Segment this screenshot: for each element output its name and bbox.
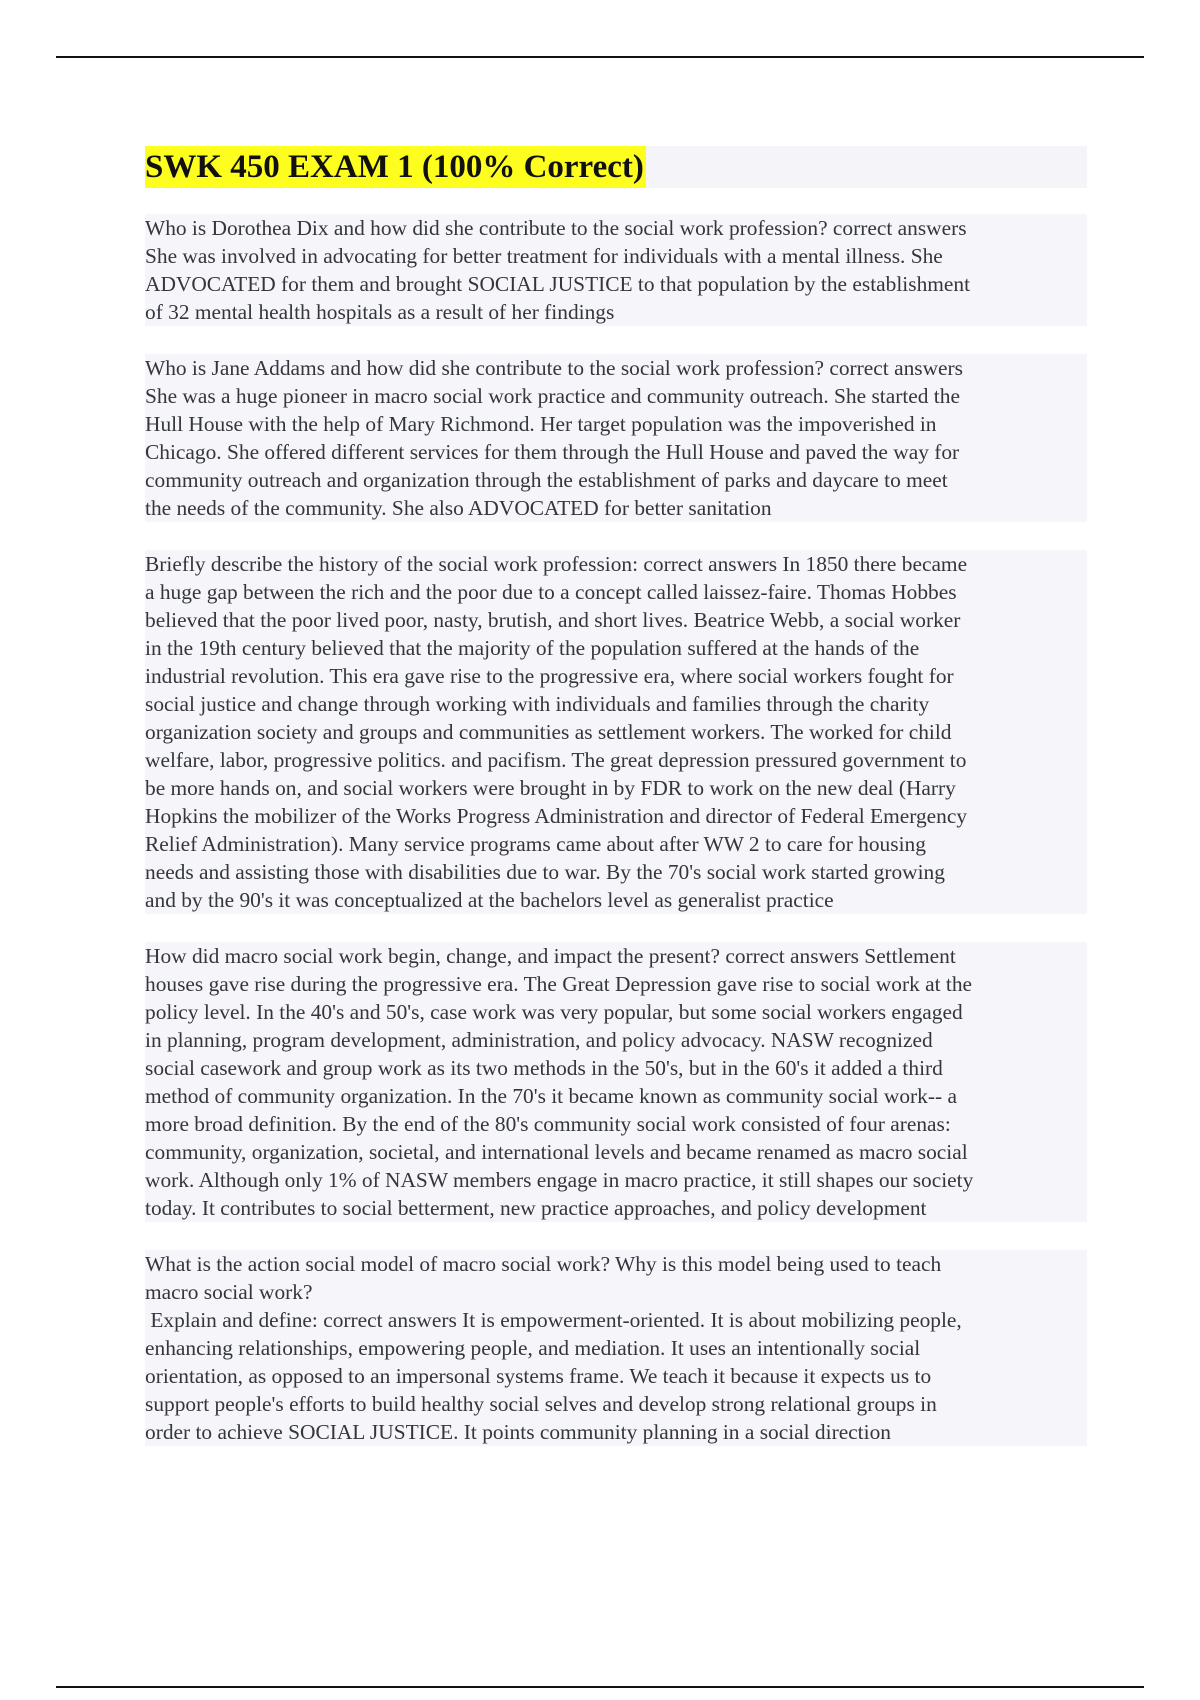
qa-paragraph-action-social-model	[145, 1250, 1087, 1446]
text-line: How did macro social work begin, change, and impact the present? correct answers Settlement	[145, 944, 956, 968]
qa-paragraph-dorothea-dix	[145, 214, 1087, 326]
text-line: policy level. In the 40's and 50's, case work was very popular, but some social workers engaged	[145, 1000, 963, 1024]
qa-paragraph-history	[145, 550, 1087, 914]
top-rule	[56, 56, 1144, 58]
text-line: Chicago. She offered different services for them through the Hull House and paved the way for	[145, 440, 960, 464]
document-body	[145, 214, 1087, 1474]
text-line: She was involved in advocating for better treatment for individuals with a mental illness. She	[145, 244, 943, 268]
text-line: industrial revolution. This era gave rise to the progressive era, where social workers fought for	[145, 664, 954, 688]
text-line: social justice and change through working with individuals and families through the charity	[145, 692, 930, 716]
text-line: support people's efforts to build healthy social selves and develop strong relational groups in	[145, 1392, 937, 1416]
text-line: Hull House with the help of Mary Richmond. Her target population was the impoverished in	[145, 412, 937, 436]
qa-paragraph-jane-addams	[145, 354, 1087, 522]
text-line: community, organization, societal, and international levels and became renamed as macro social	[145, 1140, 968, 1164]
text-line: today. It contributes to social betterment, new practice approaches, and policy development	[145, 1196, 927, 1220]
text-line: in the 19th century believed that the majority of the population suffered at the hands of the	[145, 636, 920, 660]
text-line: in planning, program development, administration, and policy advocacy. NASW recognized	[145, 1028, 933, 1052]
text-line: more broad definition. By the end of the 80's community social work consisted of four arenas:	[145, 1112, 951, 1136]
text-line: social casework and group work as its two methods in the 50's, but in the 60's it added a third	[145, 1056, 943, 1080]
qa-paragraph-macro-social-work	[145, 942, 1087, 1222]
text-line: needs and assisting those with disabilities due to war. By the 70's social work started growing	[145, 860, 945, 884]
text-line: Relief Administration). Many service programs came about after WW 2 to care for housing	[145, 832, 926, 856]
text-line: enhancing relationships, empowering people, and mediation. It uses an intentionally social	[145, 1336, 921, 1360]
text-line: welfare, labor, progressive politics. and pacifism. The great depression pressured government to	[145, 748, 967, 772]
text-line: Hopkins the mobilizer of the Works Progress Administration and director of Federal Emergency	[145, 804, 968, 828]
text-line: community outreach and organization through the establishment of parks and daycare to meet	[145, 468, 948, 492]
text-line: the needs of the community. She also ADVOCATED for better sanitation	[145, 496, 772, 520]
text-line: houses gave rise during the progressive era. The Great Depression gave rise to social work at the	[145, 972, 973, 996]
text-line: work. Although only 1% of NASW members engage in macro practice, it still shapes our society	[145, 1168, 974, 1192]
bottom-rule	[56, 1686, 1144, 1688]
document-title: SWK 450 EXAM 1 (100% Correct)	[145, 146, 646, 188]
text-line: orientation, as opposed to an impersonal systems frame. We teach it because it expects us to	[145, 1364, 932, 1388]
text-line: She was a huge pioneer in macro social work practice and community outreach. She started the	[145, 384, 960, 408]
text-line: Explain and define: correct answers It is empowerment-oriented. It is about mobilizing people,	[145, 1308, 962, 1332]
text-line: Briefly describe the history of the social work profession: correct answers In 1850 there became	[145, 552, 968, 576]
text-line: What is the action social model of macro social work? Why is this model being used to teach	[145, 1252, 942, 1276]
text-line: Who is Dorothea Dix and how did she contribute to the social work profession? correct answers	[145, 216, 967, 240]
text-line: and by the 90's it was conceptualized at the bachelors level as generalist practice	[145, 888, 834, 912]
text-line: organization society and groups and communities as settlement workers. The worked for child	[145, 720, 952, 744]
text-line: ADVOCATED for them and brought SOCIAL JUSTICE to that population by the establishment	[145, 272, 971, 296]
text-line: a huge gap between the rich and the poor due to a concept called laissez-faire. Thomas Hobbes	[145, 580, 957, 604]
text-line: Who is Jane Addams and how did she contribute to the social work profession? correct answers	[145, 356, 963, 380]
text-line: believed that the poor lived poor, nasty, brutish, and short lives. Beatrice Webb, a social worker	[145, 608, 961, 632]
text-line: order to achieve SOCIAL JUSTICE. It points community planning in a social direction	[145, 1420, 891, 1444]
text-line: of 32 mental health hospitals as a result of her findings	[145, 300, 615, 324]
text-line: be more hands on, and social workers were brought in by FDR to work on the new deal (Harry	[145, 776, 956, 800]
text-line: macro social work?	[145, 1280, 313, 1304]
text-line: method of community organization. In the 70's it became known as community social work-- a	[145, 1084, 957, 1108]
